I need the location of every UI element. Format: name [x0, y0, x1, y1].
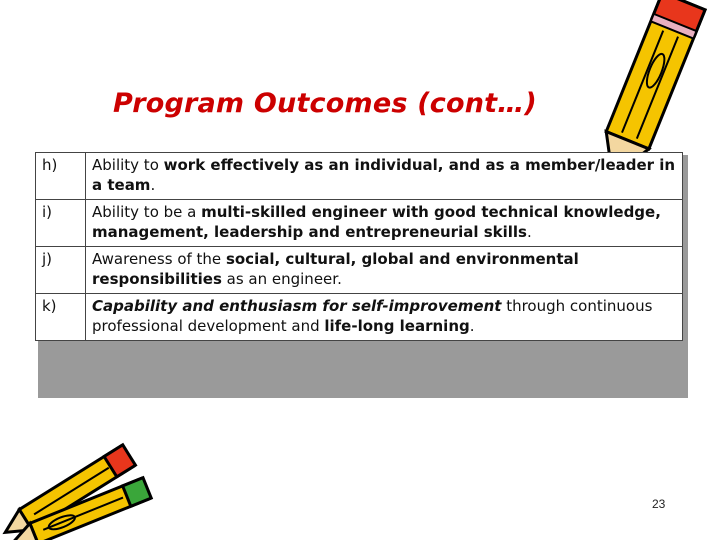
- outcome-text-part: Ability to: [92, 156, 164, 174]
- pencils-icon: [0, 432, 175, 540]
- outcome-label: k): [36, 294, 86, 341]
- outcome-text-part: work effectively as an individual, and as a member/leader in a team: [92, 156, 676, 194]
- outcome-text-part: as an engineer.: [221, 270, 342, 288]
- outcome-text-part: Awareness of the: [92, 250, 226, 268]
- outcome-text-part: .: [469, 317, 475, 335]
- outcome-text: [86, 153, 683, 200]
- page-number: 23: [652, 497, 666, 511]
- outcome-label: j): [36, 247, 86, 294]
- outcome-label: i): [36, 200, 86, 247]
- slide-title: Program Outcomes (cont…): [113, 88, 537, 120]
- outcome-text-part: .: [150, 176, 156, 194]
- outcome-text: [86, 200, 683, 247]
- table-row: [36, 294, 683, 341]
- outcome-text-part: .: [526, 223, 532, 241]
- outcomes-table: [35, 152, 683, 341]
- table-row: [36, 153, 683, 200]
- outcome-text-part: social, cultural, global and environmental responsibilities: [92, 250, 579, 288]
- outcome-text-part: Capability and enthusiasm for self-improvement: [92, 297, 502, 315]
- outcome-text-part: life-long learning: [324, 317, 470, 335]
- table-row: [36, 200, 683, 247]
- outcome-text-part: Ability to be a: [92, 203, 202, 221]
- outcome-text-part: through continuous professional development and: [92, 297, 653, 335]
- outcome-text: [86, 247, 683, 294]
- outcome-text: [86, 294, 683, 341]
- outcome-label: h): [36, 153, 86, 200]
- table-row: [36, 247, 683, 294]
- outcome-text-part: multi-skilled engineer with good technical knowledge, management, leadership and entrepreneurial skills: [92, 203, 661, 241]
